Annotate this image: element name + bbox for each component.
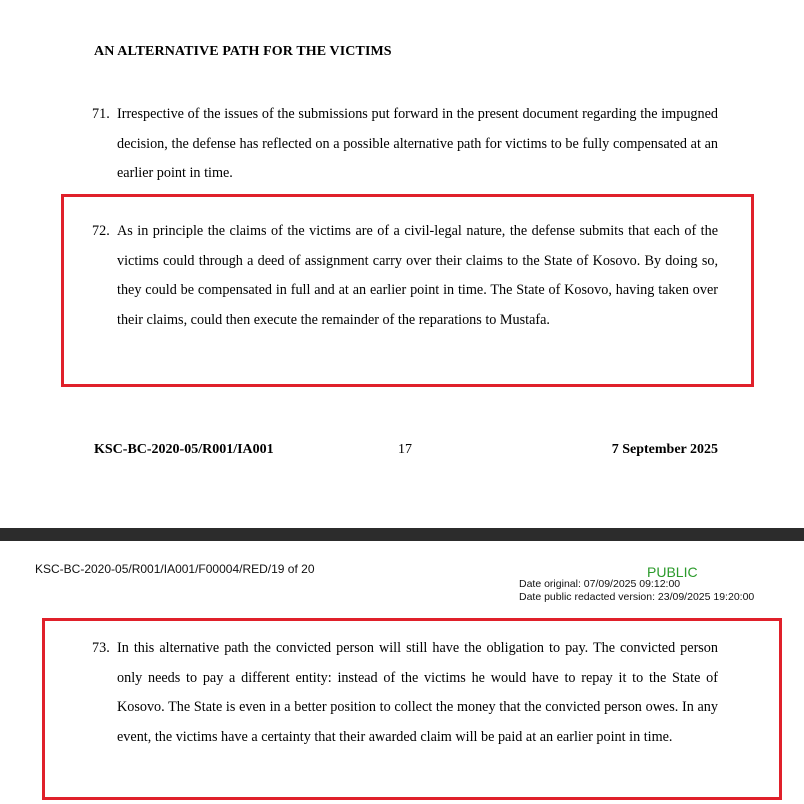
paragraph-72 (92, 217, 718, 335)
date-public-redacted: Date public redacted version: 23/09/2025 19:20:00 (519, 590, 755, 603)
paragraph-text: In this alternative path the convicted person will still have the obligation to pay. The convicted person only needs to pay a different entity: instead of the victims he would have to repay it to the State of Kosovo. The State is even in a better position to collect the money that the convicted person owes. In any event, the victims have a certainty that their awarded claim will be paid at an earlier point in time. (117, 640, 718, 745)
date-original: Date original: 07/09/2025 09:12:00 (519, 578, 681, 590)
paragraph-number: 72. (92, 223, 110, 239)
section-heading: AN ALTERNATIVE PATH FOR THE VICTIMS (94, 44, 392, 59)
header-dates (519, 578, 754, 603)
paragraph-71 (92, 100, 718, 189)
page-footer (94, 442, 718, 462)
page-divider (0, 528, 804, 541)
footer-date: 7 September 2025 (611, 442, 718, 457)
paragraph-number: 73. (92, 640, 110, 656)
paragraph-text: Irrespective of the issues of the submissions put forward in the present document regarding the impugned decision, the defense has reflected on a possible alternative path for victims to be fully compensated at an earlier point in time. (117, 106, 718, 182)
footer-page-number: 17 (398, 442, 412, 457)
header-document-id: KSC-BC-2020-05/R001/IA001/F00004/RED/19 of 20 (35, 562, 315, 576)
paragraph-text: As in principle the claims of the victims are of a civil-legal nature, the defense submits that each of the victims could through a deed of assignment carry over their claims to the State of Kosovo. By doing so, they could be compensated in full and at an earlier point in time. The State of Kosovo, having taken over their claims, could then execute the remainder of the reparations to Mustafa. (117, 223, 718, 328)
paragraph-73 (92, 634, 718, 752)
header-public-label: PUBLIC (647, 564, 698, 580)
footer-case-number: KSC-BC-2020-05/R001/IA001 (94, 442, 274, 457)
paragraph-number: 71. (92, 106, 110, 122)
